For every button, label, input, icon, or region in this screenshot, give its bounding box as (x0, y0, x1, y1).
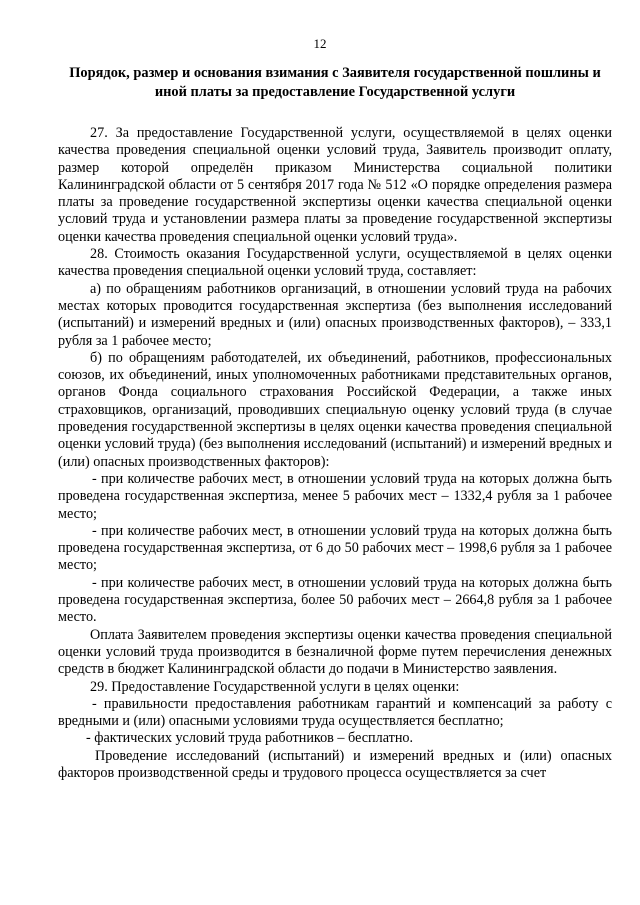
paragraph-28: 28. Стоимость оказания Государственной услуги, осуществляемой в целях оценки качества проведения специальной оценки условий труда, составляет: (58, 246, 612, 280)
paragraph-27: 27. За предоставление Государственной услуги, осуществляемой в целях оценки качества проведения специальной оценки условий труда, Заявитель производит оплату, размер которой определён приказом Министерства социальной политики Калининградской области от 5 сентября 2017 года № 512 «О порядке определения размера платы за проведение государственной экспертизы оценки качества специальной оценки условий труда и установлении размера платы за проведение государственной экспертизы оценки качества проведения специальной оценки условий труда». (58, 125, 612, 245)
paragraph-29-research: Проведение исследований (испытаний) и измерений вредных и (или) опасных факторов производственной среды и трудового процесса осуществляется за счет (58, 747, 612, 781)
page-number: 12 (313, 36, 327, 51)
document-body (58, 125, 612, 782)
paragraph-29-item-2: - фактических условий труда работников – бесплатно. (86, 730, 414, 747)
paragraph-28-b-item-3: - при количестве рабочих мест, в отношении условий труда на которых должна быть проведена государственная экспертиза, более 50 рабочих мест – 2664,8 рубля за 1 рабочее место. (58, 574, 612, 626)
paragraph-28-b-item-1: - при количестве рабочих мест, в отношении условий труда на которых должна быть проведена государственная экспертиза, менее 5 рабочих мест – 1332,4 рубля за 1 рабочее место; (58, 470, 612, 522)
paragraph-28-a: а) по обращениям работников организаций, в отношении условий труда на рабочих местах которых проводится государственная экспертиза (без выполнения исследований (испытаний) и измерений вредных и (или) опасных производственных факторов), – 333,1 рубля за 1 рабочее место; (58, 280, 612, 349)
paragraph-28-b: б) по обращениям работодателей, их объединений, работников, профессиональных союзов, их объединений, иных уполномоченных работниками представительных органов, органов Фонда социального страхования Российской Федерации, а также иных страховщиков, организаций, проводивших специальную оценку условий труда (в случае проведения государственной экспертизы в целях оценки качества проведения специальной оценки условий труда) (без выполнения исследований (испытаний) и измерений вредных и (или) опасных производственных факторов): (58, 349, 612, 470)
paragraph-28-payment: Оплата Заявителем проведения экспертизы оценки качества проведения специальной оценки условий труда производится в безналичной форме путем перечисления денежных средств в бюджет Калининградской области до подачи в Министерство заявления. (58, 626, 612, 678)
paragraph-29: 29. Предоставление Государственной услуги в целях оценки: (90, 678, 460, 695)
paragraph-28-b-item-2: - при количестве рабочих мест, в отношении условий труда на которых должна быть проведена государственная экспертиза, от 6 до 50 рабочих мест – 1998,6 рубля за 1 рабочее место; (58, 522, 612, 574)
paragraph-29-item-1: - правильности предоставления работникам гарантий и компенсаций за работу с вредными и (или) опасными условиями труда осуществляется бесплатно; (58, 695, 612, 730)
section-heading: Порядок, размер и основания взимания с Заявителя государственной пошлины и иной платы за предоставление Государственной услуги (69, 65, 601, 100)
